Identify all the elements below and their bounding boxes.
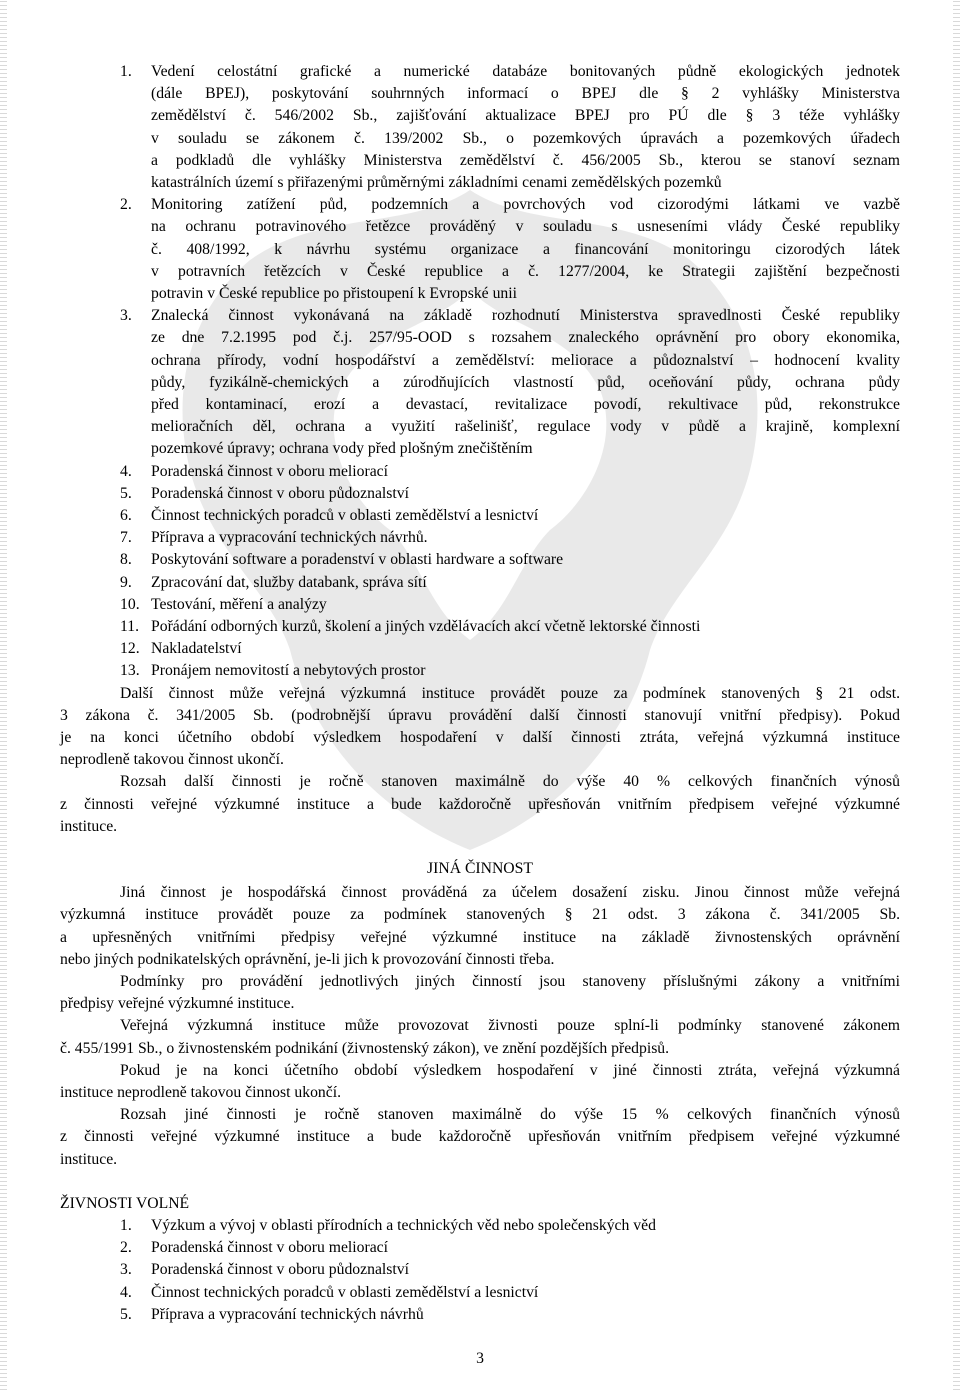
list-item-text: Činnost technických poradců v oblasti zemědělství a lesnictví <box>151 507 539 524</box>
list-item-number: 13. <box>120 662 140 680</box>
list-item-text: půdy, fyzikálně-chemických a zúrodňujících vlastností půd, oceňování půdy, ochrana půdy <box>151 373 900 391</box>
list-item-text: katastrálních území s přiřazenými průměrnými základními cenami zemědělských pozemků <box>151 174 722 191</box>
page-number: 3 <box>476 1350 484 1367</box>
list-item-text: Pronájem nemovitostí a nebytových prostor <box>151 662 426 680</box>
list-item-text: (dále BPEJ), poskytování souhrnných informací o BPEJ dle § 2 vyhlášky Ministerstva <box>151 85 900 103</box>
list-item-number: 7. <box>120 529 132 547</box>
list-item-text: Zpracování dat, služby databank, správa sítí <box>151 573 427 591</box>
list-item-text: Znalecká činnost vykonávaná na základě rozhodnutí Ministerstva spravedlnosti České republiky <box>151 307 900 325</box>
list-item-text: ze dne 7.2.1995 pod č.j. 257/95-OOD s rozsahem znaleckého oprávnění pro obory ekonomika, <box>151 329 900 347</box>
paragraph-line: Pokud je na konci účetního období výsledkem hospodaření v jiné činnosti ztráta, veřejná výzkumná <box>120 1061 900 1079</box>
list-item-text: Poradenská činnost v oboru meliorací <box>151 1239 388 1257</box>
list-item-text: Nakladatelství <box>151 640 242 658</box>
paragraph-line: instituce. <box>60 817 118 835</box>
list-item-text: Pořádání odborných kurzů, školení a jiných vzdělávacích akcí včetně lektorské činnosti <box>151 618 701 635</box>
section-heading: ŽIVNOSTI VOLNÉ <box>60 1194 190 1212</box>
list-item-text: pozemkové úpravy; ochrana vody před plošným znečištěním <box>151 440 533 458</box>
list-item-text: Testování, měření a analýzy <box>151 595 327 613</box>
paragraph-line: předpisy veřejné výzkumné instituce. <box>60 995 295 1013</box>
list-item-number: 2. <box>120 196 132 214</box>
list-item-number: 4. <box>120 1283 132 1301</box>
list-item-text: a podkladů dle vyhlášky Ministerstva zemědělství č. 456/2005 Sb., kterou se stanoví seznam <box>151 151 900 169</box>
list-item-number: 8. <box>120 551 132 569</box>
paragraph-line: 3 zákona č. 341/2005 Sb. (podrobnější úpravu provádění další činnosti stanovují vnitřní předpisy). Pokud <box>60 706 900 724</box>
list-item-number: 2. <box>120 1239 132 1257</box>
list-item-text: Poskytování software a poradenství v oblasti hardware a software <box>151 551 564 569</box>
list-item-text: zemědělství č. 546/2002 Sb., zajišťování aktualizace BPEJ pro PÚ dle § 3 téže vyhlášky <box>151 107 900 125</box>
list-item-number: 5. <box>120 1305 132 1323</box>
paragraph-line: je na konci účetního období výsledkem hospodaření v další činnosti ztráta, veřejná výzkumná instituce <box>60 729 900 746</box>
list-item-text: Příprava a vypracování technických návrhů <box>151 1305 424 1323</box>
list-item-number: 6. <box>120 507 132 524</box>
list-item-text: Poradenská činnost v oboru půdoznalství <box>151 484 409 502</box>
list-item-number: 3. <box>120 1261 132 1279</box>
section-heading: JINÁ ČINNOST <box>427 860 533 877</box>
list-item-text: Poradenská činnost v oboru půdoznalství <box>151 1261 409 1279</box>
paragraph-line: č. 455/1991 Sb., o živnostenském podnikání (živnostenský zákon), ve znění pozdějších předpisů. <box>60 1039 670 1057</box>
paragraph-line: instituce neprodleně takovou činnost ukončí. <box>60 1084 342 1101</box>
list-item-number: 5. <box>120 484 132 502</box>
list-item-number: 4. <box>120 462 132 480</box>
list-item-text: potravin v České republice po přistoupení k Evropské unii <box>151 285 517 302</box>
paragraph-line: Podmínky pro provádění jednotlivých jiných činností jsou stanoveny příslušnými zákony a vnitřními <box>120 973 900 990</box>
list-item-text: Monitoring zatížení půd, podzemních a povrchových vod cizorodými látkami ve vazbě <box>151 196 900 214</box>
list-item-text: č. 408/1992, k návrhu systému organizace a financování monitoringu cizorodých látek <box>151 240 900 258</box>
list-item-number: 1. <box>120 63 132 80</box>
list-item-number: 11. <box>120 618 140 635</box>
list-item-text: Příprava a vypracování technických návrhů. <box>151 529 428 547</box>
paragraph-line: Rozsah jiné činnosti je ročně stanoven maximálně do výše 15 % celkových finančních výnosů <box>120 1106 900 1124</box>
list-item-number: 10. <box>120 595 140 613</box>
list-item-text: Vedení celostátní grafické a numerické databáze bonitovaných půdně ekologických jednotek <box>151 63 900 80</box>
paragraph-line: z činnosti veřejné výzkumné instituce a bude každoročně upřesňován vnitřním předpisem veřejné výzkumné <box>60 1128 900 1146</box>
paragraph-line: neprodleně takovou činnost ukončí. <box>60 751 284 769</box>
list-item-text: na ochranu potravinového řetězce prováděný v souladu s usneseními vlády České republiky <box>151 218 900 236</box>
list-item-text: melioračních děl, ochrana a využití rašelinišť, regulace vody v půdě a krajině, komplexní <box>151 418 900 436</box>
list-item-number: 1. <box>120 1217 132 1234</box>
list-item-text: Poradenská činnost v oboru meliorací <box>151 462 388 480</box>
list-item-number: 9. <box>120 573 132 591</box>
list-item-text: před kontaminací, erozí a devastací, revitalizace povodí, rekultivace půd, rekonstrukce <box>151 396 900 413</box>
list-item-text: Výzkum a vývoj v oblasti přírodních a technických věd nebo společenských věd <box>151 1217 656 1234</box>
list-item-text: ochrana přírody, vodní hospodářství a zemědělství: meliorace a půdoznalství – hodnocení kvality <box>151 351 900 369</box>
paragraph-line: výzkumná instituce provádět pouze za podmínek stanovených § 21 odst. 3 zákona č. 341/2005 Sb. <box>60 906 900 924</box>
paragraph-line: Jiná činnost je hospodářská činnost prováděná za účelem dosažení zisku. Jinou činnost může veřejná <box>120 884 900 902</box>
paragraph-line: z činnosti veřejné výzkumné instituce a bude každoročně upřesňován vnitřním předpisem veřejné výzkumné <box>60 795 900 813</box>
list-item-text: Činnost technických poradců v oblasti zemědělství a lesnictví <box>151 1283 539 1301</box>
paragraph-line: nebo jiných podnikatelských oprávnění, je-li jich k provozování činnosti třeba. <box>60 950 555 968</box>
list-item-number: 3. <box>120 307 132 325</box>
paragraph-line: Veřejná výzkumná instituce může provozovat živnosti pouze splní-li podmínky stanovené zákonem <box>120 1017 900 1035</box>
list-item-text: v potravních řetězcích v České republice a č. 1277/2004, ke Strategii zajištění bezpečnosti <box>151 262 900 280</box>
paragraph-line: Další činnost může veřejná výzkumná instituce provádět pouze za podmínek stanovených § 21 odst. <box>120 684 900 702</box>
paragraph-line: instituce. <box>60 1150 118 1168</box>
paragraph-line: a upřesněných vnitřními předpisy veřejné výzkumné instituce na základě živnostenských oprávnění <box>60 928 900 946</box>
paragraph-line: Rozsah další činnosti je ročně stanoven maximálně do výše 40 % celkových finančních výnosů <box>120 773 900 791</box>
list-item-text: v souladu se zákonem č. 139/2002 Sb., o pozemkových úpravách a pozemkových úřadech <box>151 129 900 147</box>
list-item-number: 12. <box>120 640 140 658</box>
